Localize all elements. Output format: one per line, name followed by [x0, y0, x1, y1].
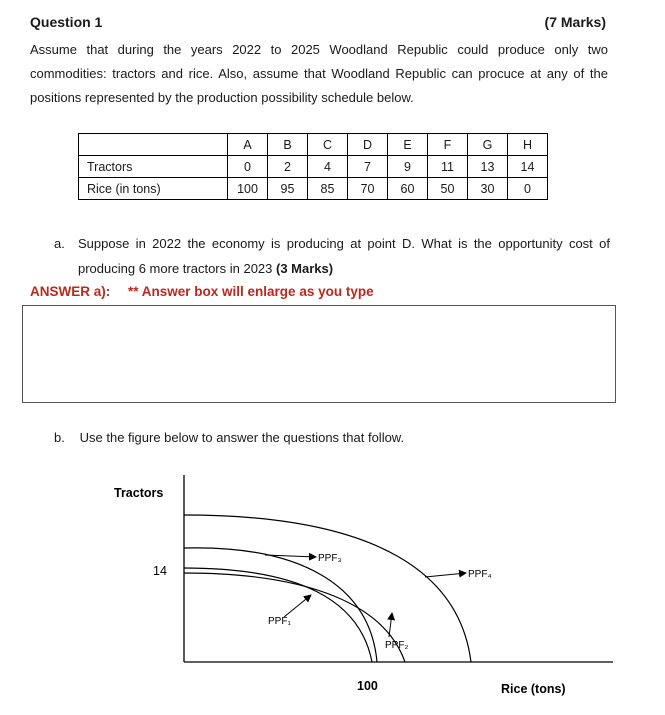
- table-cell: 13: [468, 156, 508, 178]
- table-header-cell: D: [348, 134, 388, 156]
- table-row-rice: [79, 178, 548, 200]
- ppf2-arrow: [389, 613, 392, 637]
- ppf1-curve: [184, 568, 372, 662]
- y-tick-label: 14: [153, 564, 167, 578]
- table-header-cell: E: [388, 134, 428, 156]
- table-header-cell: A: [228, 134, 268, 156]
- part-a-line2: producing 6 more tractors in 2023: [78, 261, 273, 276]
- intro-line: positions represented by the production possibility schedule below.: [30, 90, 414, 105]
- table-header-cell: H: [508, 134, 548, 156]
- intro-line: commodities: tractors and rice. Also, assume that Woodland Republic can procuce at any of the: [30, 66, 608, 81]
- answer-a-note: ** Answer box will enlarge as you type: [128, 284, 374, 299]
- table-cell: 95: [268, 178, 308, 200]
- ppf-figure: [0, 465, 665, 715]
- table-corner-cell: [79, 134, 228, 156]
- table-cell: 0: [508, 178, 548, 200]
- part-b-text: Use the figure below to answer the questions that follow.: [79, 430, 405, 445]
- answer-a-input-box[interactable]: [22, 305, 616, 403]
- part-a-marks: (3 Marks): [276, 261, 334, 276]
- ppf4-arrow: [425, 573, 466, 577]
- table-cell: 2: [268, 156, 308, 178]
- answer-a-label: ANSWER a):: [30, 284, 111, 299]
- ppf1-label: PPF₁: [268, 616, 291, 627]
- table-cell: 0: [228, 156, 268, 178]
- table-cell: 100: [228, 178, 268, 200]
- part-a-label: a.: [54, 236, 65, 251]
- table-header-cell: G: [468, 134, 508, 156]
- table-row-points: [79, 134, 548, 156]
- part-b-label: b.: [54, 430, 65, 445]
- ppf2-label: PPF₂: [385, 640, 409, 651]
- y-axis-label: Tractors: [114, 486, 164, 500]
- ppf1-arrow: [284, 595, 311, 617]
- question-marks: (7 Marks): [544, 14, 606, 30]
- ppf3-curve: [184, 548, 377, 662]
- row-label-rice: Rice (in tons): [79, 178, 228, 200]
- part-a-question: [54, 231, 610, 281]
- table-header-cell: F: [428, 134, 468, 156]
- table-cell: 85: [308, 178, 348, 200]
- question-header: [30, 14, 606, 34]
- question-intro: [30, 38, 608, 110]
- x-axis-label: Rice (tons): [501, 682, 566, 696]
- table-cell: 70: [348, 178, 388, 200]
- table-cell: 30: [468, 178, 508, 200]
- answer-a-header: [30, 284, 374, 299]
- table-cell: 60: [388, 178, 428, 200]
- table-cell: 14: [508, 156, 548, 178]
- ppf3-label: PPF₃: [318, 553, 342, 564]
- intro-line: Assume that during the years 2022 to 2025 Woodland Republic could produce only two: [30, 42, 608, 57]
- row-label-tractors: Tractors: [79, 156, 228, 178]
- ppf4-curve: [184, 515, 471, 662]
- table-cell: 50: [428, 178, 468, 200]
- ppf4-label: PPF₄: [468, 569, 492, 580]
- table-cell: 4: [308, 156, 348, 178]
- table-cell: 7: [348, 156, 388, 178]
- ppf2-curve: [184, 573, 405, 662]
- table-header-cell: C: [308, 134, 348, 156]
- table-cell: 11: [428, 156, 468, 178]
- table-header-cell: B: [268, 134, 308, 156]
- table-cell: 9: [388, 156, 428, 178]
- part-b-question: [54, 430, 404, 445]
- table-row-tractors: [79, 156, 548, 178]
- x-tick-label: 100: [357, 679, 378, 693]
- production-possibility-schedule: [78, 133, 548, 200]
- question-title: Question 1: [30, 14, 103, 30]
- part-a-line1: Suppose in 2022 the economy is producing at point D. What is the opportunity cost of: [78, 236, 610, 251]
